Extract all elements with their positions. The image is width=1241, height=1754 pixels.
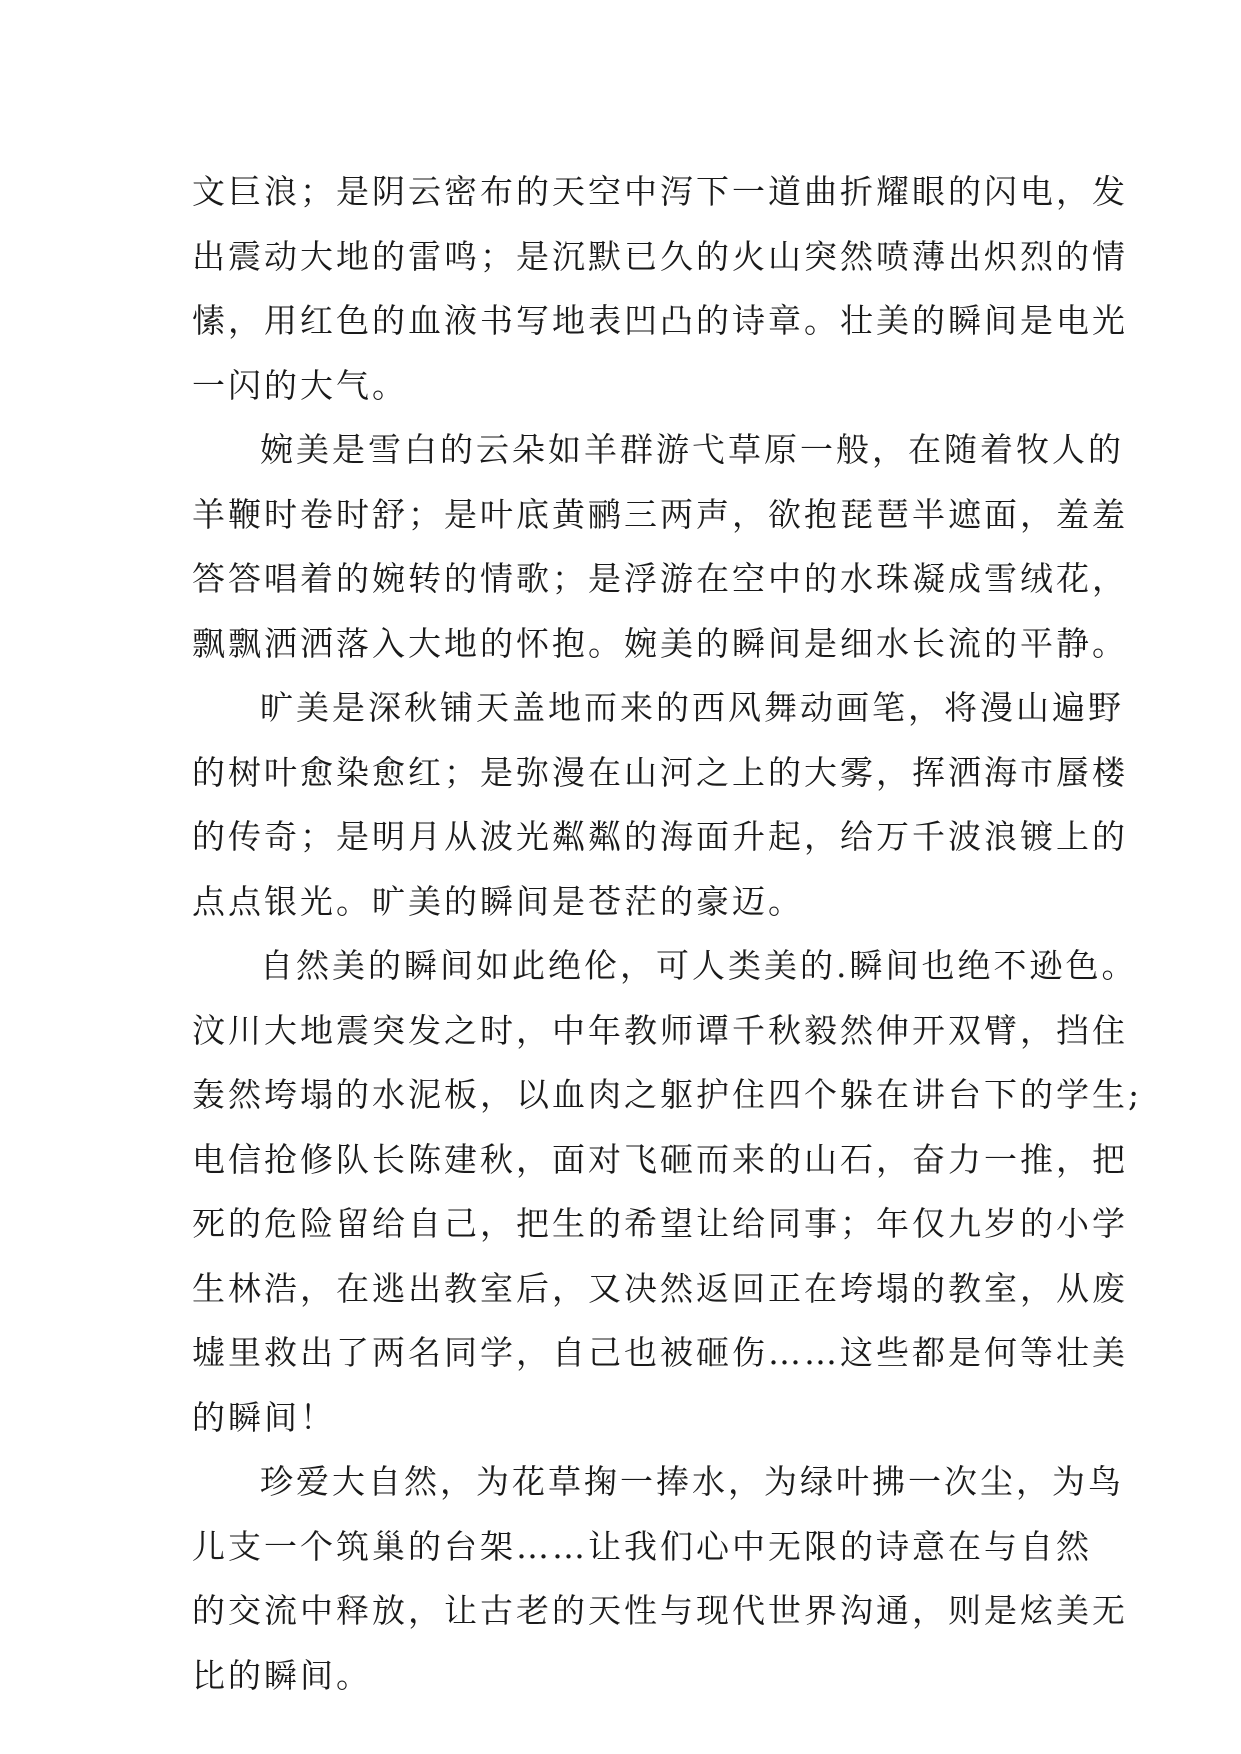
paragraph-cherish-nature xyxy=(192,1450,1128,1708)
text-line: 飘飘洒洒落入大地的怀抱。婉美的瞬间是细水长流的平静。 xyxy=(192,623,1128,663)
text-line: 珍爱大自然，为花草掬一捧水，为绿叶拂一次尘，为鸟 xyxy=(260,1462,1124,1501)
text-line: 汶川大地震突发之时，中年教师谭千秋毅然伸开双臂，挡住 xyxy=(192,1010,1128,1050)
text-line: 出震动大地的雷鸣；是沉默已久的火山突然喷薄出炽烈的情 xyxy=(192,236,1128,276)
text-line: 旷美是深秋铺天盖地而来的西风舞动画笔，将漫山遍野 xyxy=(260,688,1124,727)
text-line: 的交流中释放，让古老的天性与现代世界沟通，则是炫美无 xyxy=(192,1591,1128,1630)
text-line: 文巨浪；是阴云密布的天空中泻下一道曲折耀眼的闪电，发 xyxy=(192,172,1128,211)
text-line: 的树叶愈染愈红；是弥漫在山河之上的大雾，挥洒海市蜃楼 xyxy=(192,752,1128,792)
paragraph-majestic xyxy=(192,160,1128,418)
text-line: 生林浩，在逃出教室后，又决然返回正在垮塌的教室，从废 xyxy=(192,1268,1128,1308)
text-line: 死的危险留给自己，把生的希望让给同事；年仅九岁的小学 xyxy=(192,1204,1128,1243)
text-line: 一闪的大气。 xyxy=(192,365,408,405)
text-line: 轰然垮塌的水泥板，以血肉之躯护住四个躲在讲台下的学生; xyxy=(192,1075,1143,1114)
paragraph-human-beauty xyxy=(192,934,1143,1450)
essay-body xyxy=(192,160,1143,1708)
text-line: 自然美的瞬间如此绝伦，可人类美的.瞬间也绝不逊色。 xyxy=(260,946,1138,985)
paragraph-vast xyxy=(192,676,1128,934)
text-line: 答答唱着的婉转的情歌；是浮游在空中的水珠凝成雪绒花， xyxy=(192,559,1128,598)
text-line: 儿支一个筑巢的台架……让我们心中无限的诗意在与自然 xyxy=(192,1526,1092,1566)
text-line: 的传奇；是明月从波光粼粼的海面升起，给万千波浪镀上的 xyxy=(192,817,1128,856)
text-line: 比的瞬间。 xyxy=(192,1655,372,1695)
text-line: 愫，用红色的血液书写地表凹凸的诗章。壮美的瞬间是电光 xyxy=(192,301,1128,340)
text-line: 电信抢修队长陈建秋，面对飞砸而来的山石，奋力一推，把 xyxy=(192,1139,1128,1179)
text-line: 羊鞭时卷时舒；是叶底黄鹂三两声，欲抱琵琶半遮面，羞羞 xyxy=(192,494,1128,534)
text-line: 墟里救出了两名同学，自己也被砸伤……这些都是何等壮美 xyxy=(192,1333,1128,1372)
paragraph-graceful xyxy=(192,418,1128,676)
text-line: 婉美是雪白的云朵如羊群游弋草原一般，在随着牧人的 xyxy=(260,430,1124,469)
text-line: 的瞬间！ xyxy=(192,1397,336,1437)
text-line: 点点银光。旷美的瞬间是苍茫的豪迈。 xyxy=(192,881,804,921)
